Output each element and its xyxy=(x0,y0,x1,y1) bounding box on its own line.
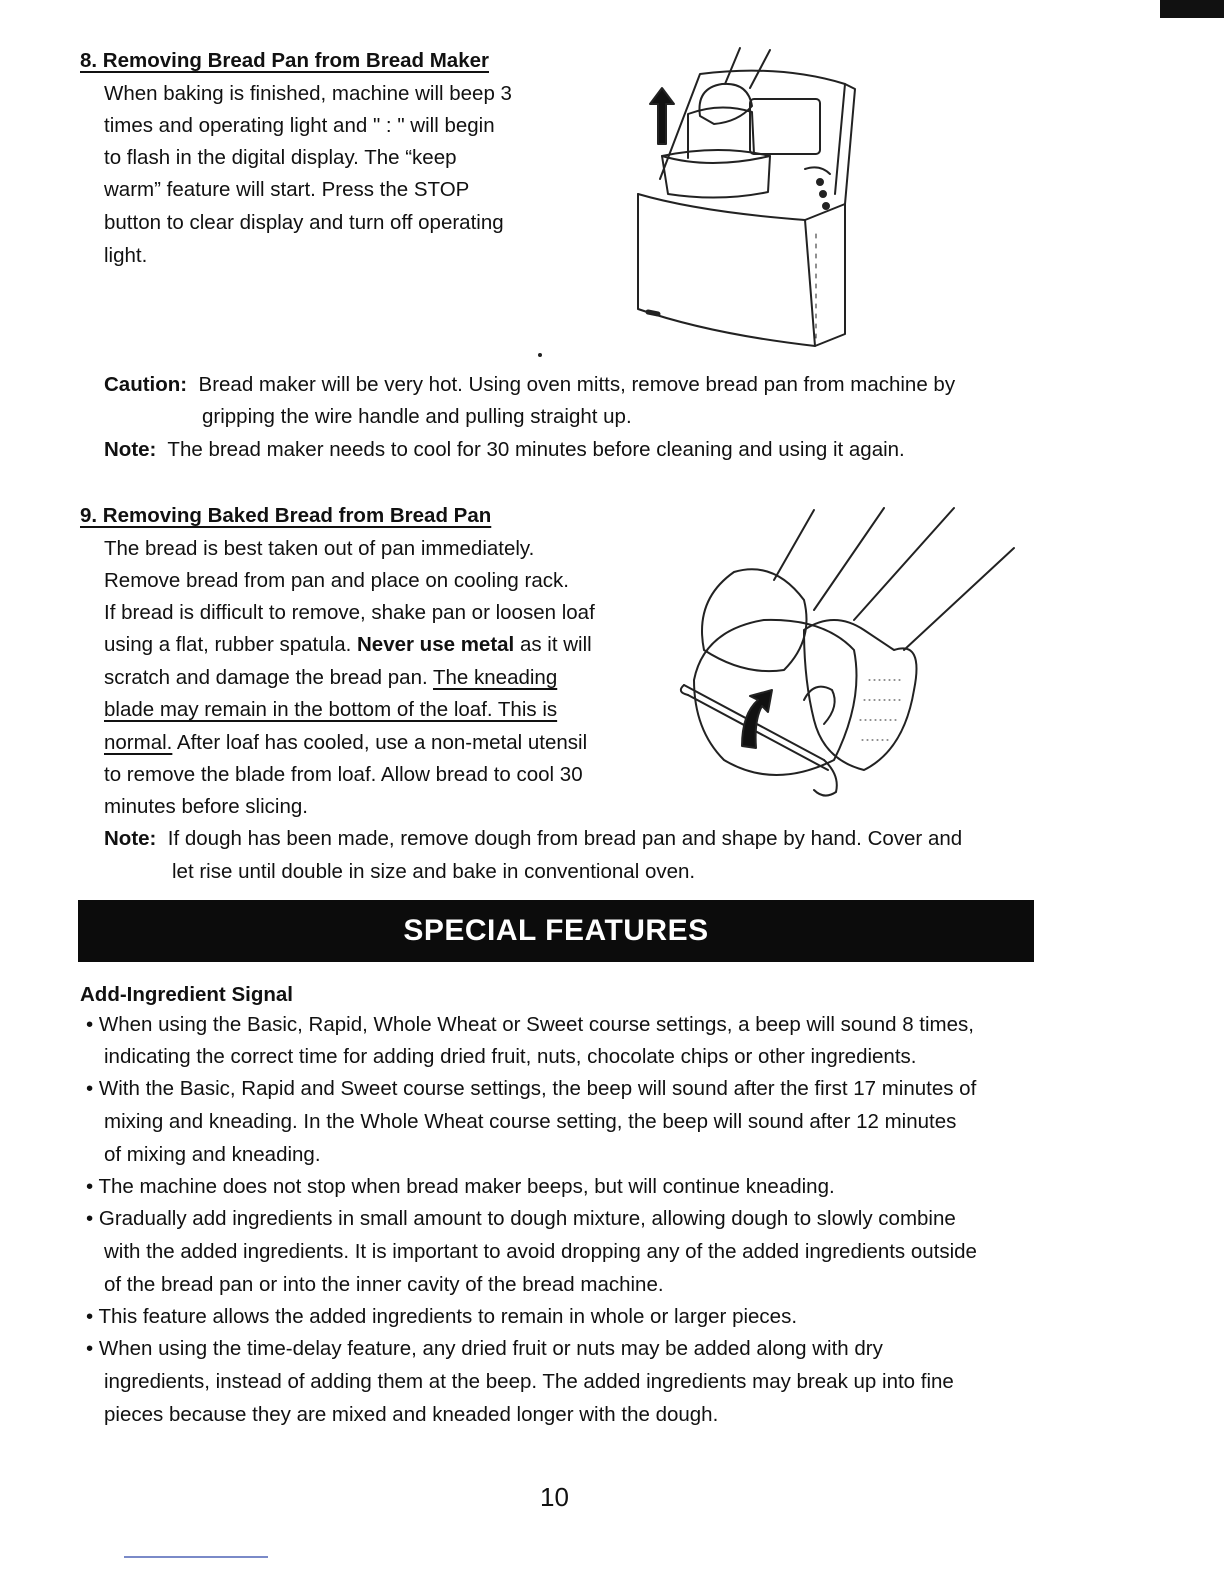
feature-line-10: • This feature allows the added ingredients to remain in whole or larger pieces. xyxy=(86,1305,798,1328)
step9-line-7: normal. After loaf has cooled, use a non-metal utensil xyxy=(104,731,588,754)
step8-line-5: button to clear display and turn off operating xyxy=(104,211,504,234)
step9-note-line-1: Note: If dough has been made, remove dough from bread pan and shape by hand. Cover and xyxy=(104,827,963,850)
step8-line-1: When baking is finished, machine will beep 3 xyxy=(104,82,512,105)
feature-line-3: • With the Basic, Rapid and Sweet course settings, the beep will sound after the first 17 minutes of xyxy=(86,1077,977,1100)
step9-heading: 9. Removing Baked Bread from Bread Pan xyxy=(80,504,492,527)
bread-maker-illustration xyxy=(630,44,870,360)
feature-line-7: • Gradually add ingredients in small amount to dough mixture, allowing dough to slowly combine xyxy=(86,1207,956,1230)
caution-line-2: gripping the wire handle and pulling straight up. xyxy=(202,405,632,428)
feature-line-1: • When using the Basic, Rapid, Whole Wheat or Sweet course settings, a beep will sound 8 times, xyxy=(86,1013,974,1036)
step8-line-3: to flash in the digital display. The “keep xyxy=(104,146,457,169)
feature-line-12: ingredients, instead of adding them at the beep. The added ingredients may break up into fine xyxy=(104,1370,954,1393)
feature-line-9: of the bread pan or into the inner cavity of the bread machine. xyxy=(104,1273,664,1296)
feature-line-2: indicating the correct time for adding dried fruit, nuts, chocolate chips or other ingredients. xyxy=(104,1045,917,1068)
feature-line-8: with the added ingredients. It is important to avoid dropping any of the added ingredients outside xyxy=(104,1240,977,1263)
step9-line-1: The bread is best taken out of pan immediately. xyxy=(104,537,535,560)
corner-mark xyxy=(1160,0,1224,18)
footer-rule xyxy=(124,1556,268,1558)
step8-line-6: light. xyxy=(104,244,148,267)
stray-dot xyxy=(538,353,542,357)
feature-line-13: pieces because they are mixed and kneaded longer with the dough. xyxy=(104,1403,719,1426)
feature-line-11: • When using the time-delay feature, any dried fruit or nuts may be added along with dry xyxy=(86,1337,883,1360)
page-number: 10 xyxy=(540,1482,569,1512)
feature-line-6: • The machine does not stop when bread maker beeps, but will continue kneading. xyxy=(86,1175,835,1198)
step9-line-9: minutes before slicing. xyxy=(104,795,308,818)
bread-removal-illustration xyxy=(664,500,1024,810)
caution-line-1: Caution: Bread maker will be very hot. Using oven mitts, remove bread pan from machine by xyxy=(104,373,956,396)
step9-line-5: scratch and damage the bread pan. The kneading xyxy=(104,666,558,689)
feature-line-5: of mixing and kneading. xyxy=(104,1143,321,1166)
feature-line-4: mixing and kneading. In the Whole Wheat course setting, the beep will sound after 12 minutes xyxy=(104,1110,957,1133)
step9-line-3: If bread is difficult to remove, shake pan or loosen loaf xyxy=(104,601,595,624)
step8-heading: 8. Removing Bread Pan from Bread Maker xyxy=(80,49,489,72)
step9-line-6: blade may remain in the bottom of the loaf. This is xyxy=(104,698,558,721)
step9-line-8: to remove the blade from loaf. Allow bread to cool 30 xyxy=(104,763,583,786)
special-features-banner: SPECIAL FEATURES xyxy=(78,900,1034,962)
step9-line-2: Remove bread from pan and place on cooling rack. xyxy=(104,569,569,592)
step8-note: Note: The bread maker needs to cool for 30 minutes before cleaning and using it again. xyxy=(104,438,905,461)
step8-line-2: times and operating light and " : " will begin xyxy=(104,114,495,137)
add-ingredient-heading: Add-Ingredient Signal xyxy=(80,983,293,1006)
step8-line-4: warm” feature will start. Press the STOP xyxy=(104,178,470,201)
step9-note-line-2: let rise until double in size and bake in conventional oven. xyxy=(172,860,696,883)
step9-line-4: using a flat, rubber spatula. Never use metal as it will xyxy=(104,633,592,656)
